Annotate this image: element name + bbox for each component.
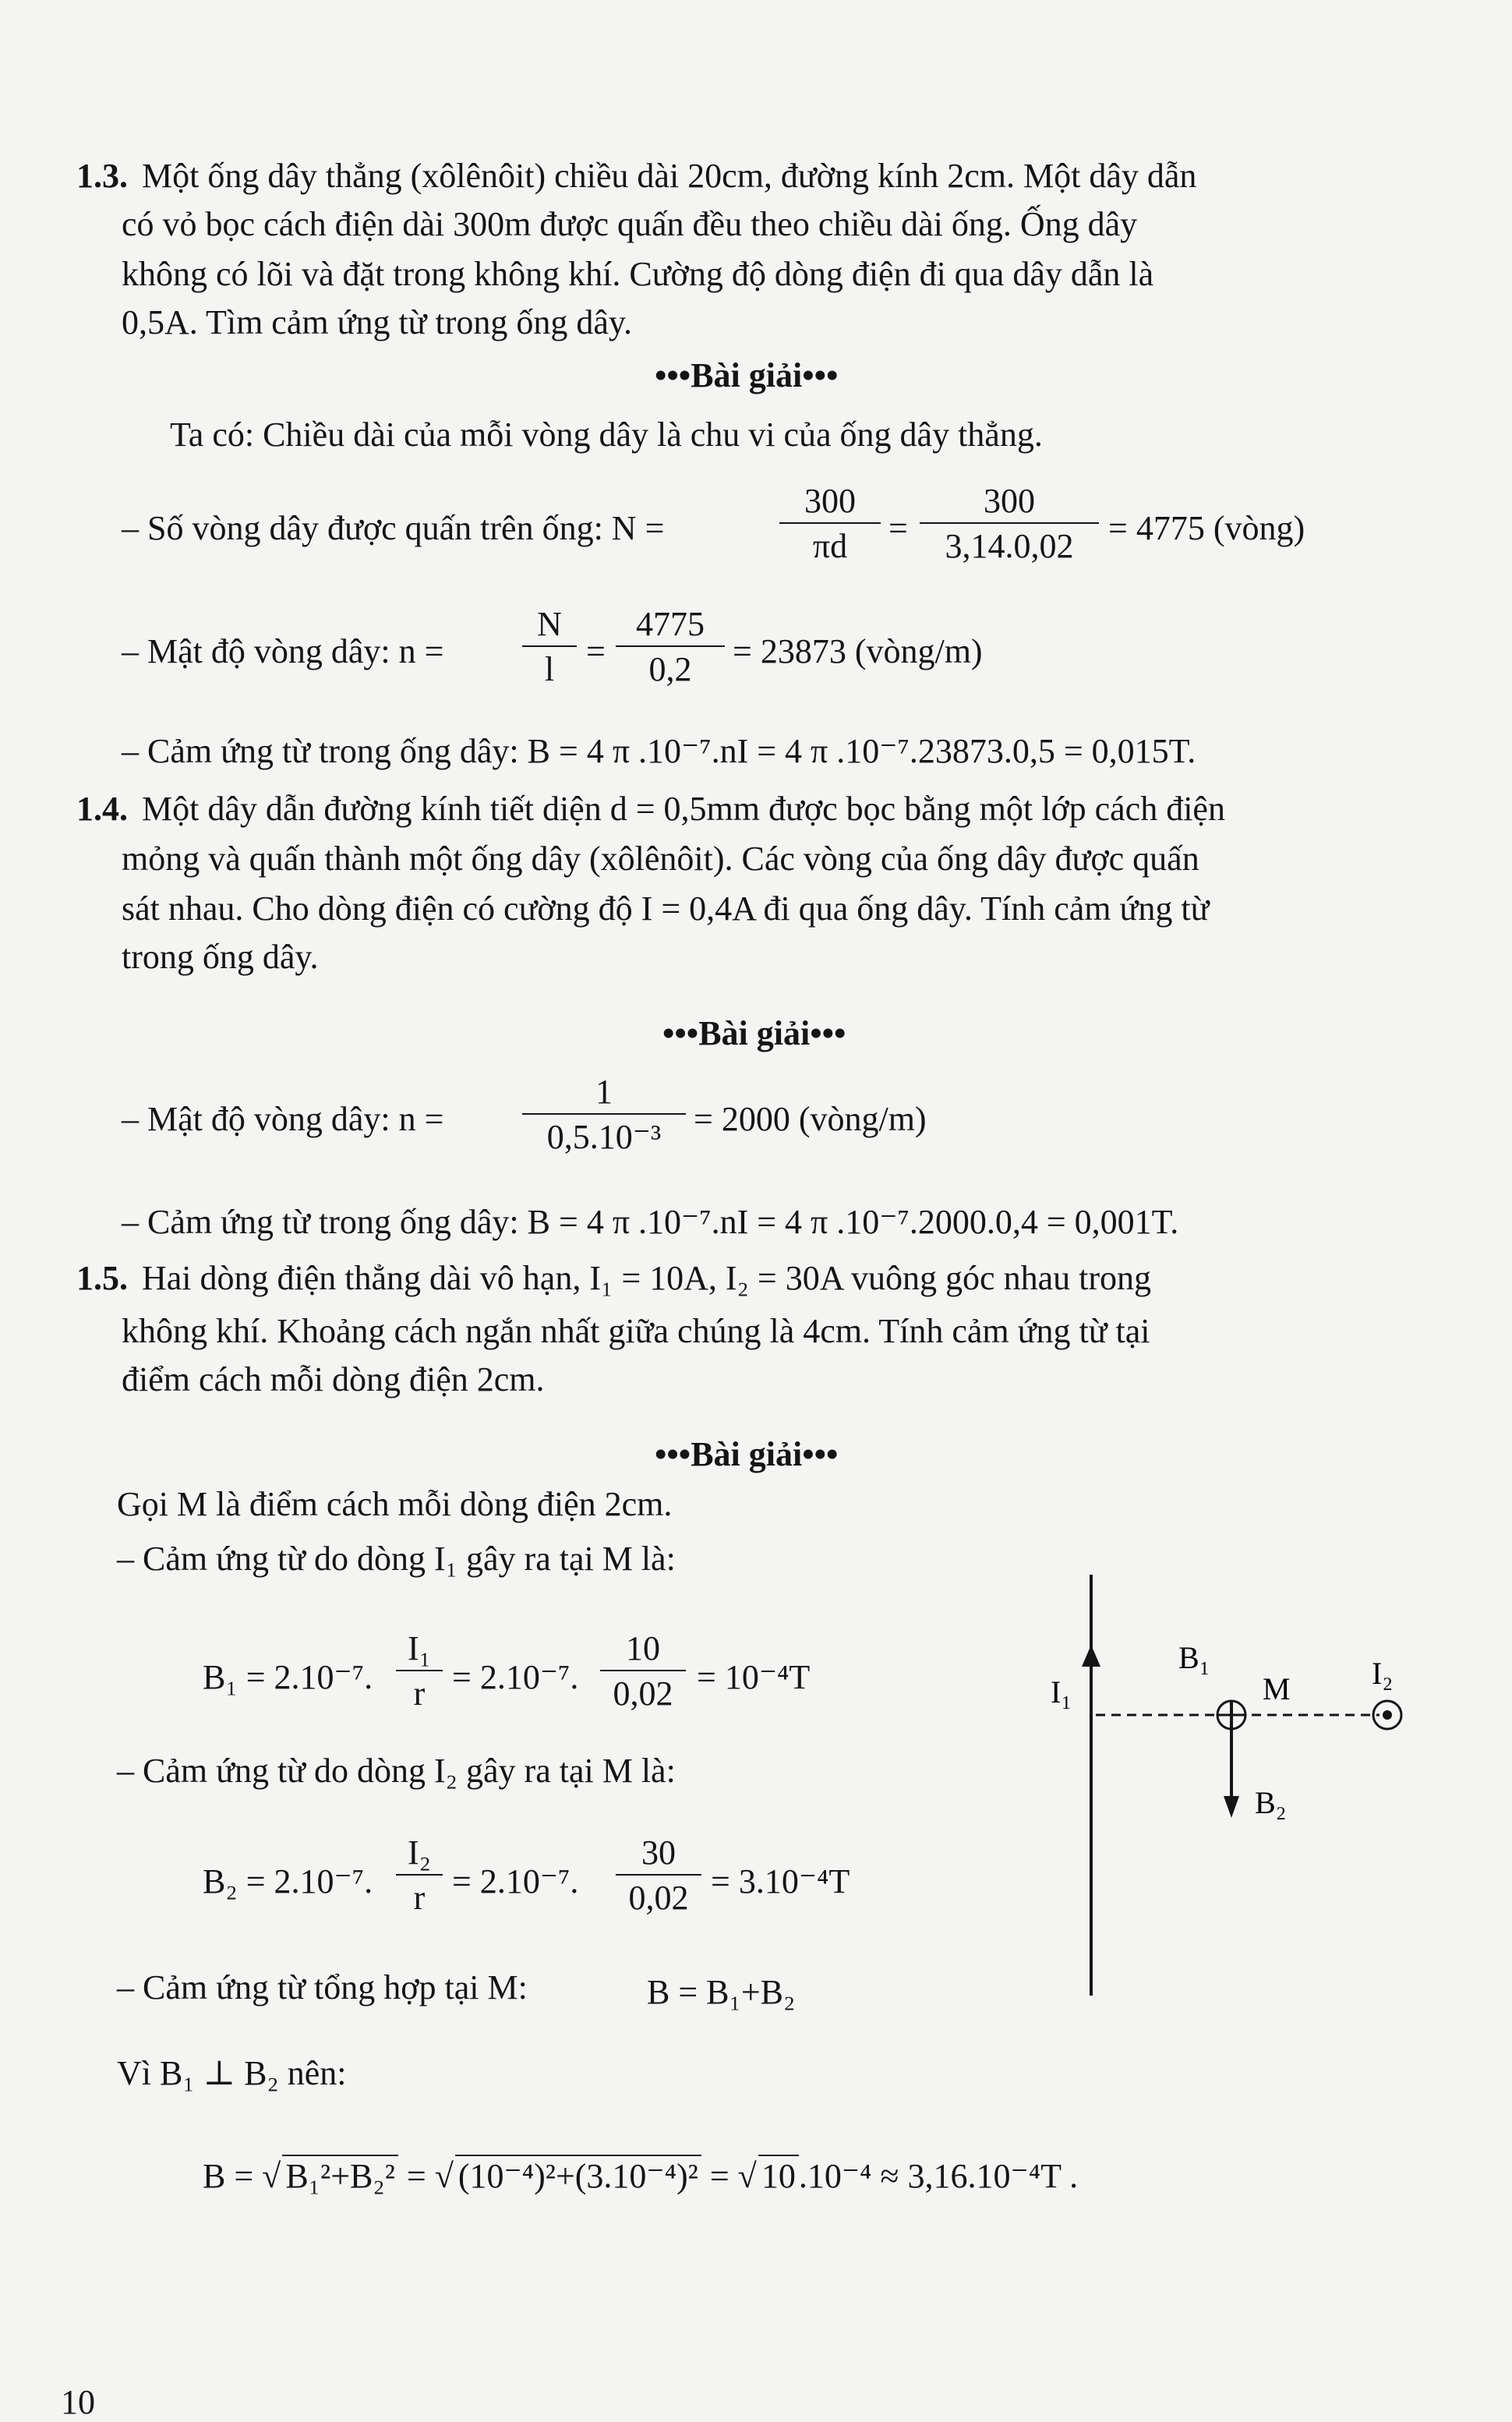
- fraction-bar: [616, 1874, 701, 1876]
- problem-text-line: mỏng và quấn thành một ống dây (xôlênôit). Các vòng của ống dây được quấn: [122, 840, 1199, 878]
- equals-sign: =: [406, 2157, 426, 2195]
- fraction-bar: [396, 1670, 443, 1671]
- problem-text-line: không khí. Khoảng cách ngắn nhất giữa chúng là 4cm. Tính cảm ứng từ tại: [122, 1312, 1150, 1350]
- fraction-denominator: r: [413, 1674, 426, 1713]
- label-m: M: [1263, 1671, 1291, 1706]
- sqrt-symbol: √: [262, 2157, 281, 2195]
- fraction-denominator: l: [544, 650, 555, 688]
- solution-header: •••Bài giải•••: [662, 1014, 846, 1052]
- problem-text-line: 0,5A. Tìm cảm ứng từ trong ống dây.: [122, 303, 633, 341]
- label-i1: I₁: [1051, 1674, 1072, 1710]
- fraction: [616, 1833, 701, 1918]
- magnetic-field-diagram: [1013, 1559, 1450, 2027]
- b1-lhs: B₁ = 2.10⁻⁷.: [203, 1658, 373, 1696]
- fraction-numerator: 4775: [636, 605, 705, 643]
- fraction: [616, 605, 725, 689]
- fraction-bar: [522, 1113, 686, 1115]
- density-result: = 2000 (vòng/m): [694, 1100, 927, 1138]
- field-result-line: – Cảm ứng từ trong ống dây: B = 4 π .10⁻⁷.nI = 4 π .10⁻⁷.23873.0,5 = 0,015T.: [122, 732, 1196, 770]
- fraction-numerator: 1: [595, 1073, 613, 1111]
- b1-label: – Cảm ứng từ do dòng I₁ gây ra tại M là:: [117, 1540, 676, 1578]
- fraction-numerator: I₁: [408, 1629, 431, 1667]
- fraction-bar: [522, 645, 577, 647]
- fraction: [600, 1629, 686, 1713]
- fraction-bar: [779, 522, 881, 524]
- b2-label: – Cảm ứng từ do dòng I₂ gây ra tại M là:: [117, 1752, 676, 1790]
- label-b1: B₁: [1178, 1640, 1210, 1675]
- total-equation: B = B₁+B₂: [647, 1973, 796, 2011]
- turns-label: – Số vòng dây được quấn trên ống: N =: [122, 509, 665, 547]
- fraction-numerator: I₂: [408, 1833, 431, 1872]
- equals-sign: =: [709, 2157, 730, 2195]
- total-label: – Cảm ứng từ tổng hợp tại M:: [117, 1968, 528, 2007]
- equals-sign: =: [888, 509, 908, 547]
- fraction: [522, 605, 577, 689]
- b2-result: = 3.10⁻⁴T: [711, 1862, 850, 1900]
- fraction: [522, 1073, 686, 1157]
- sqrt-radicand: (10⁻⁴)²+(3.10⁻⁴)²: [455, 2155, 701, 2197]
- fraction: [920, 482, 1099, 566]
- fraction-denominator: 0,02: [613, 1674, 673, 1713]
- solution-intro: Ta có: Chiều dài của mỗi vòng dây là chu vi của ống dây thẳng.: [170, 415, 1043, 454]
- fraction: [396, 1629, 443, 1713]
- fraction-denominator: r: [413, 1879, 426, 1917]
- problem-text-line: có vỏ bọc cách điện dài 300m được quấn đều theo chiều dài ống. Ống dây: [122, 205, 1138, 243]
- problem-text-line: Hai dòng điện thẳng dài vô hạn, I₁ = 10A, I₂ = 30A vuông góc nhau trong: [142, 1259, 1151, 1297]
- fraction-numerator: 300: [804, 482, 856, 520]
- wire-i1-arrow: [1082, 1645, 1100, 1667]
- problem-text-line: sát nhau. Cho dòng điện có cường độ I = 0,4A đi qua ống dây. Tính cảm ứng từ: [122, 889, 1210, 928]
- density-result: = 23873 (vòng/m): [733, 632, 983, 670]
- sqrt-radicand: 10: [758, 2155, 799, 2197]
- fraction-numerator: N: [537, 605, 562, 643]
- sqrt-radicand: B₁²+B₂²: [282, 2155, 398, 2197]
- b2-lhs: B₂ = 2.10⁻⁷.: [203, 1862, 373, 1900]
- problem-text-line: Một dây dẫn đường kính tiết diện d = 0,5mm được bọc bằng một lớp cách điện: [142, 790, 1225, 828]
- fraction: [396, 1833, 443, 1918]
- fraction-denominator: 0,02: [628, 1879, 689, 1917]
- final-b: B =: [203, 2157, 254, 2195]
- fraction-numerator: 30: [641, 1833, 676, 1872]
- fraction-bar: [616, 645, 725, 647]
- density-label: – Mật độ vòng dây: n =: [122, 1100, 444, 1138]
- problem-text-line: Một ống dây thẳng (xôlênôit) chiều dài 20cm, đường kính 2cm. Một dây dẫn: [142, 157, 1197, 195]
- b1-mid: = 2.10⁻⁷.: [452, 1658, 579, 1696]
- fraction-numerator: 300: [984, 482, 1035, 520]
- fraction-denominator: 0,5.10⁻³: [546, 1118, 662, 1156]
- solution-header: •••Bài giải•••: [655, 356, 839, 394]
- final-equation: [203, 2155, 1078, 2197]
- solution-header: •••Bài giải•••: [655, 1435, 839, 1473]
- label-i2: I₂: [1372, 1656, 1394, 1691]
- current-i2-dot: [1383, 1710, 1392, 1720]
- fraction: [779, 482, 881, 566]
- b1-result: = 10⁻⁴T: [697, 1658, 811, 1696]
- problem-text-line: không có lõi và đặt trong không khí. Cường độ dòng điện đi qua dây dẫn là: [122, 255, 1154, 293]
- solution-intro: Gọi M là điểm cách mỗi dòng điện 2cm.: [117, 1485, 673, 1523]
- page-number: 10: [61, 2383, 95, 2421]
- problem-number: 1.4.: [76, 790, 128, 828]
- equals-sign: =: [586, 632, 606, 670]
- final-tail: .10⁻⁴ ≈ 3,16.10⁻⁴T .: [798, 2157, 1079, 2195]
- perpendicular-line: Vì B₁ ⊥ B₂ nên:: [117, 2054, 347, 2092]
- fraction-bar: [396, 1874, 443, 1876]
- fraction-bar: [920, 522, 1099, 524]
- sqrt-symbol: √: [434, 2157, 454, 2195]
- fraction-denominator: 3,14.0,02: [945, 527, 1074, 565]
- problem-text-line: trong ống dây.: [122, 938, 319, 976]
- problem-text-line: điểm cách mỗi dòng điện 2cm.: [122, 1360, 545, 1398]
- fraction-bar: [600, 1670, 686, 1671]
- sqrt-symbol: √: [737, 2157, 757, 2195]
- density-label: – Mật độ vòng dây: n =: [122, 632, 444, 670]
- turns-result: = 4775 (vòng): [1108, 509, 1305, 547]
- label-b2: B₂: [1255, 1785, 1287, 1820]
- field-result-line: – Cảm ứng từ trong ống dây: B = 4 π .10⁻⁷.nI = 4 π .10⁻⁷.2000.0,4 = 0,001T.: [122, 1203, 1179, 1241]
- fraction-denominator: πd: [812, 527, 848, 565]
- fraction-denominator: 0,2: [648, 650, 692, 688]
- b2-mid: = 2.10⁻⁷.: [452, 1862, 579, 1900]
- problem-number: 1.5.: [76, 1259, 128, 1297]
- fraction-numerator: 10: [626, 1629, 660, 1667]
- problem-number: 1.3.: [76, 157, 128, 195]
- b2-arrowhead: [1224, 1796, 1239, 1818]
